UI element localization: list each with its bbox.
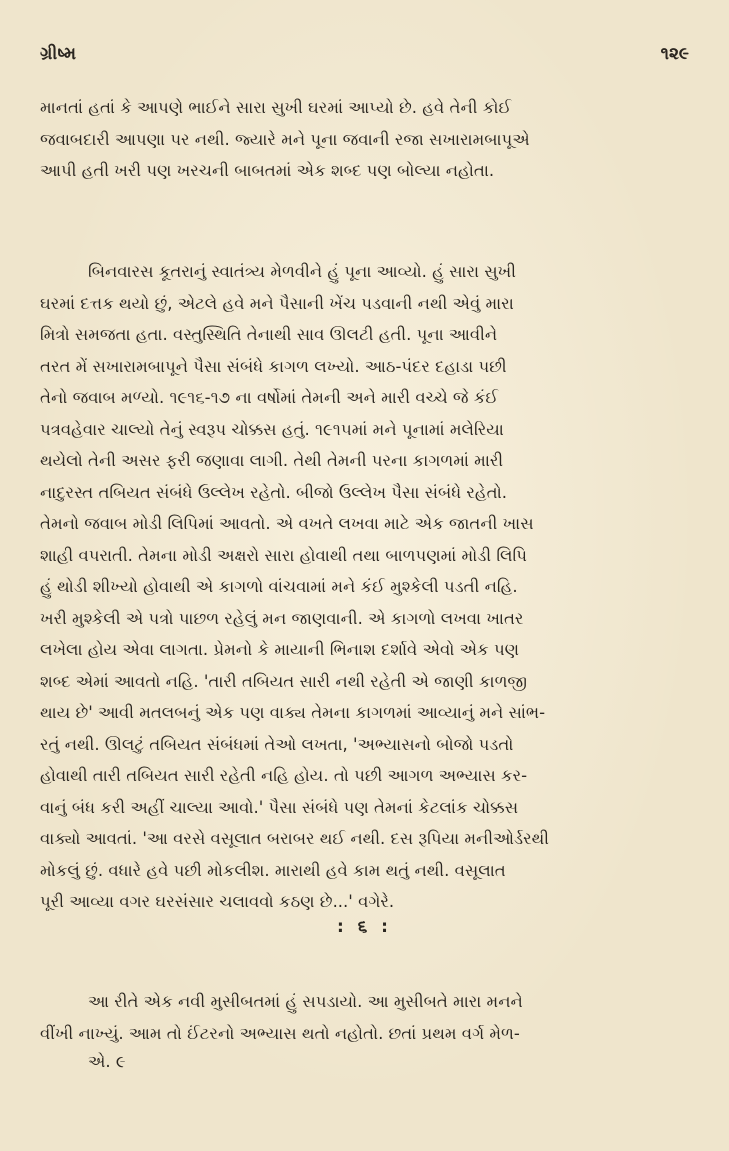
text-line: રતું નથી. ઊલટું તબિયત સંબંધમાં તેઓ લખતા, 'અભ્યાસનો બોજો પડતો [40, 734, 514, 754]
text-line: થાય છે' આવી મતલબનું એક પણ વાક્ય તેમના કાગળમાં આવ્યાનું મને સાંભ- [40, 703, 546, 722]
text-line: તેમનો જવાબ મોડી લિપિમાં આવતો. એ વખતે લખવા માટે એક જાતની ખાસ [40, 514, 534, 533]
text-line: પૂરી આવ્યા વગર ઘરસંસાર ચલાવવો કઠણ છે...' વગેરે. [40, 892, 395, 911]
text-line: મિત્રો સમજતા હતા. વસ્તુસ્થિતિ તેનાથી સાવ ઊલટી હતી. પૂના આવીને [40, 325, 498, 344]
text-line: માનતાં હતાં કે આપણે ભાઈને સારા સુખી ઘરમાં આપ્યો છે. હવે તેની કોઈ [40, 98, 512, 117]
text-line: વાક્યો આવતાં. 'આ વરસે વસૂલાત બરાબર થઈ નથી. દસ રૂપિયા મનીઓર્ડરથી [40, 829, 549, 848]
text-line: આ રીતે એક નવી મુસીબતમાં હું સપડાયો. આ મુસીબતે મારા મનને [88, 992, 523, 1011]
text-line: હોવાથી તારી તબિયત સારી રહેતી નહિ હોય. તો પછી આગળ અભ્યાસ કર- [40, 766, 528, 785]
text-line: ઘરમાં દત્તક થયો છું, એટલે હવે મને પૈસાની ખેંચ પડવાની નથી એવું મારા [40, 293, 514, 313]
text-line: પત્રવહેવાર ચાલ્યો તેનું સ્વરૂપ ચોક્કસ હતું. ૧૯૧૫માં મને પૂનામાં મલેરિયા [40, 419, 504, 439]
section-number: : ૬ : [337, 917, 392, 937]
text-line: ખરી મુશ્કેલી એ પત્રો પાછળ રહેલું મન જાણવાની. એ કાગળો લખવા ખાતર [40, 608, 524, 628]
text-line: થયેલો તેની અસર ફરી જણાવા લાગી. તેથી તેમની પરના કાગળમાં મારી [40, 451, 504, 470]
text-line: વીંખી નાખ્યું. આમ તો ઈંટરનો અભ્યાસ થતો નહોતો. છતાં પ્રથમ વર્ગ મેળ- [40, 1023, 520, 1043]
text-line: બિનવારસ કૂતરાનું સ્વાતંત્ર્ય મેળવીને હું પૂના આવ્યો. હું સારા સુખી [88, 262, 516, 281]
text-line: નાદુરસ્ત તબિયત સંબંધે ઉલ્લેખ રહેતો. બીજો ઉલ્લેખ પૈસા સંબંધે રહેતો. [40, 482, 507, 502]
signature-mark: એ. ૯ [88, 1052, 126, 1071]
text-line: જવાબદારી આપણા પર નથી. જ્યારે મને પૂના જવાની રજા સખારામબાપૂએ [40, 129, 530, 149]
text-line: તરત મેં સખારામબાપૂને પૈસા સંબંધે કાગળ લખ્યો. આઠ-પંદર દહાડા પછી [40, 356, 507, 376]
paragraph-2 [40, 256, 692, 918]
text-line: વાનું બંધ કરી અહીં ચાલ્યા આવો.' પૈસા સંબંધે પણ તેમનાં કેટલાંક ચોક્કસ [40, 797, 519, 817]
text-line: તેનો જવાબ મળ્યો. ૧૯૧૬-૧૭ ના વર્ષોમાં તેમની અને મારી વચ્ચે જે કંઈ [40, 388, 499, 407]
text-line: શાહી વપરાતી. તેમના મોડી અક્ષરો સારા હોવાથી તથા બાળપણમાં મોડી લિપિ [40, 545, 527, 565]
page-number: ૧૨૯ [660, 44, 689, 64]
page-header [40, 44, 689, 72]
paragraph-3 [40, 986, 692, 1049]
text-line: લખેલા હોય એવા લાગતા. પ્રેમનો કે માયાની ભિનાશ દર્શાવે એવો એક પણ [40, 640, 520, 659]
text-line: મોકલું છું. વધારે હવે પછી મોકલીશ. મારાથી હવે કામ થતું નથી. વસૂલાત [40, 860, 506, 880]
running-title: ગ્રીષ્મ [40, 44, 77, 64]
text-line: હું થોડી શીખ્યો હોવાથી એ કાગળો વાંચવામાં મને કંઈ મુશ્કેલી પડતી નહિ. [40, 577, 518, 596]
text-line: શબ્દ એમાં આવતો નહિ. 'તારી તબિયત સારી નથી રહેતી એ જાણી કાળજી [40, 671, 528, 691]
paragraph-1 [40, 92, 692, 187]
text-line: આપી હતી ખરી પણ ખરચની બાબતમાં એક શબ્દ પણ બોલ્યા નહોતા. [40, 161, 495, 180]
